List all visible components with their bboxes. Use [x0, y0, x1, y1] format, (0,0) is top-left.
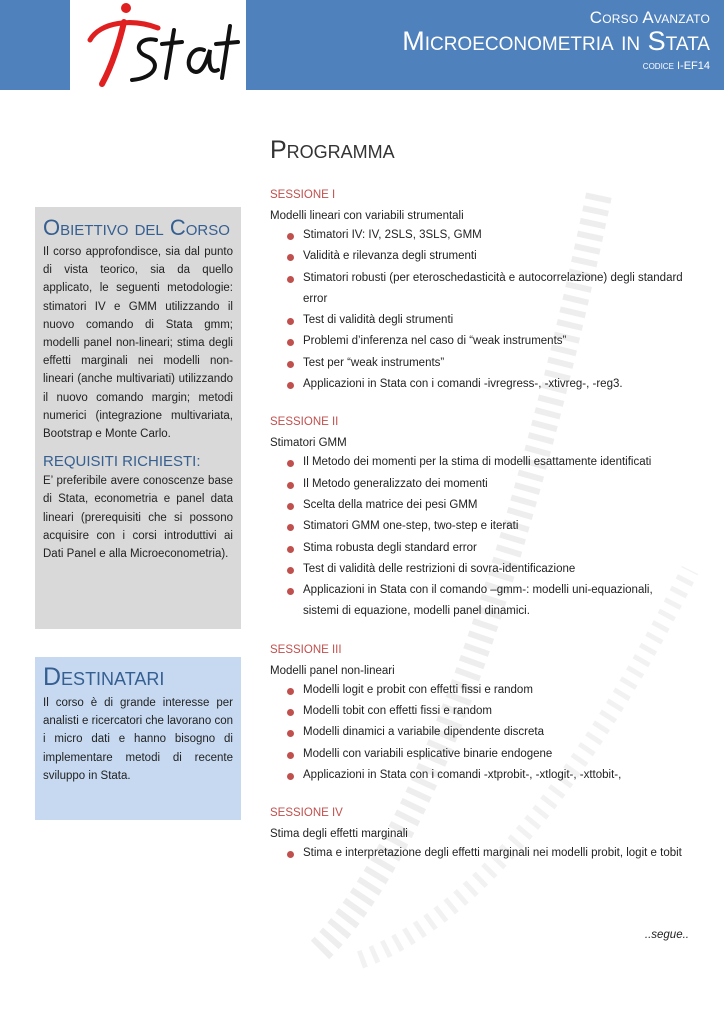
topic-item — [303, 701, 690, 722]
topic-text: Modelli dinamici a variabile dipendente discreta — [303, 726, 544, 739]
topic-text: Applicazioni in Stata con i comandi -xtprobit-, -xtlogit-, -xttobit-, — [303, 768, 622, 781]
course-code-value: I-EF14 — [676, 60, 710, 72]
topic-text: Applicazioni in Stata con il comando –gmm-: modelli uni-equazionali, sistemi di equazione, modelli panel dinamici. — [303, 584, 653, 618]
topic-item — [303, 722, 690, 743]
bullet-icon — [287, 460, 294, 467]
topic-text: Applicazioni in Stata con i comandi -ivregress-, -xtivreg-, -reg3. — [303, 378, 623, 391]
topic-text: Il Metodo dei momenti per la stima di modelli esattamente identificati — [303, 456, 652, 469]
objective-box — [35, 207, 241, 629]
topic-item — [303, 246, 690, 267]
topic-item — [303, 744, 690, 765]
topic-text: Problemi d’inferenza nel caso di “weak instruments” — [303, 335, 567, 348]
session-label: SESSIONE II — [270, 416, 339, 429]
istat-logo-mark — [70, 0, 246, 90]
course-code — [643, 60, 710, 72]
topic-text: Test di validità delle restrizioni di sovra-identificazione — [303, 562, 576, 575]
continued-note: ..segue.. — [644, 929, 689, 941]
topic-text: Stima robusta degli standard error — [303, 541, 477, 554]
course-level: Corso Avanzato — [589, 8, 710, 27]
topic-item — [303, 331, 690, 352]
bullet-icon — [287, 233, 294, 240]
session-topics — [270, 225, 690, 395]
session-4 — [270, 804, 690, 864]
bullet-icon — [287, 318, 294, 325]
topic-text: Stimatori GMM one-step, two-step e iterati — [303, 520, 519, 533]
topic-text: Modelli con variabili esplicative binarie endogene — [303, 747, 553, 760]
topic-item — [303, 516, 690, 537]
topic-text: Test per “weak instruments” — [303, 356, 445, 369]
topic-text: Test di validità degli strumenti — [303, 314, 454, 327]
bullet-icon — [287, 361, 294, 368]
topic-text: Il Metodo generalizzato dei momenti — [303, 477, 488, 490]
topic-item — [303, 843, 690, 864]
topic-text: Stimatori robusti (per eteroschedasticità e autocorrelazione) degli standard error — [303, 271, 683, 305]
topic-item — [303, 580, 690, 623]
course-code-prefix: codice — [642, 60, 674, 72]
bullet-icon — [287, 482, 294, 489]
spacer — [270, 786, 690, 804]
session-subtitle: Stima degli effetti marginali — [270, 828, 408, 841]
topic-item — [303, 310, 690, 331]
bullet-icon — [287, 382, 294, 389]
topic-item — [303, 374, 690, 395]
bullet-icon — [287, 567, 294, 574]
bullet-icon — [287, 709, 294, 716]
header-bar — [0, 0, 724, 90]
session-label: SESSIONE IV — [270, 807, 343, 820]
topic-item — [303, 474, 690, 495]
topic-item — [303, 680, 690, 701]
session-subtitle: Modelli lineari con variabili strumentali — [270, 210, 464, 222]
bullet-icon — [287, 339, 294, 346]
session-topics — [270, 680, 690, 786]
topic-text: Modelli logit e probit con effetti fissi e random — [303, 683, 533, 696]
spacer — [270, 395, 690, 413]
session-3 — [270, 641, 690, 786]
topic-item — [303, 538, 690, 559]
objective-text: Il corso approfondisce, sia dal punto di vista teorico, sia da quello applicato, le seguenti metodologie: stimatori IV e GMM utilizzando il nuovo comando di Stata gmm; modelli panel non-lineari; stima degli effetti marginali nei modelli non-lineari (anche multivariati) utilizzando il nuovo comando margin; metodi numerici (integrazione multivariata, Bootstrap e Monte Carlo. — [43, 246, 233, 441]
destinatari-box — [35, 657, 241, 820]
session-1 — [270, 186, 690, 395]
objective-title: Obiettivo del Corso — [43, 215, 230, 240]
session-label: SESSIONE III — [270, 643, 342, 656]
topic-text: Modelli tobit con effetti fissi e random — [303, 705, 492, 718]
bullet-icon — [287, 546, 294, 553]
bullet-icon — [287, 773, 294, 780]
bullet-icon — [287, 524, 294, 531]
requirements-text: E’ preferibile avere conoscenze base di Stata, econometria e panel data lineari (prerequisiti che si possono acquisire con i corsi introduttivi ai Dati Panel e alla Microeconometria). — [43, 475, 233, 561]
programma-content — [270, 186, 690, 865]
bullet-icon — [287, 688, 294, 695]
topic-item — [303, 225, 690, 246]
topic-item — [303, 268, 690, 311]
session-2 — [270, 413, 690, 622]
topic-text: Stima e interpretazione degli effetti marginali nei modelli probit, logit e tobit — [303, 847, 682, 860]
topic-text: Validità e rilevanza degli strumenti — [303, 250, 477, 263]
topic-item — [303, 495, 690, 516]
course-title: Microeconometria in Stata — [402, 26, 710, 56]
session-label: SESSIONE I — [270, 189, 336, 201]
bullet-icon — [287, 851, 294, 858]
session-topics — [270, 843, 690, 864]
topic-text: Stimatori IV: IV, 2SLS, 3SLS, GMM — [303, 229, 482, 241]
spacer — [270, 623, 690, 641]
topic-item — [303, 452, 690, 473]
programma-title: Programma — [270, 136, 395, 164]
requirements-title: REQUISITI RICHIESTI: — [43, 453, 201, 471]
destinatari-title: Destinatari — [43, 663, 165, 691]
bullet-icon — [287, 503, 294, 510]
bullet-icon — [287, 588, 294, 595]
bullet-icon — [287, 730, 294, 737]
destinatari-text: Il corso è di grande interesse per analisti e ricercatori che lavorano con i micro dati e hanno bisogno di implementare metodi di recente sviluppo in Stata. — [43, 697, 233, 782]
topic-item — [303, 765, 690, 786]
topic-item — [303, 353, 690, 374]
bullet-icon — [287, 752, 294, 759]
session-subtitle: Stimatori GMM — [270, 437, 347, 450]
bullet-icon — [287, 276, 294, 283]
session-subtitle: Modelli panel non-lineari — [270, 664, 395, 677]
bullet-icon — [287, 254, 294, 261]
istat-logo — [70, 0, 246, 90]
session-topics — [270, 452, 690, 622]
topic-item — [303, 559, 690, 580]
topic-text: Scelta della matrice dei pesi GMM — [303, 498, 478, 511]
